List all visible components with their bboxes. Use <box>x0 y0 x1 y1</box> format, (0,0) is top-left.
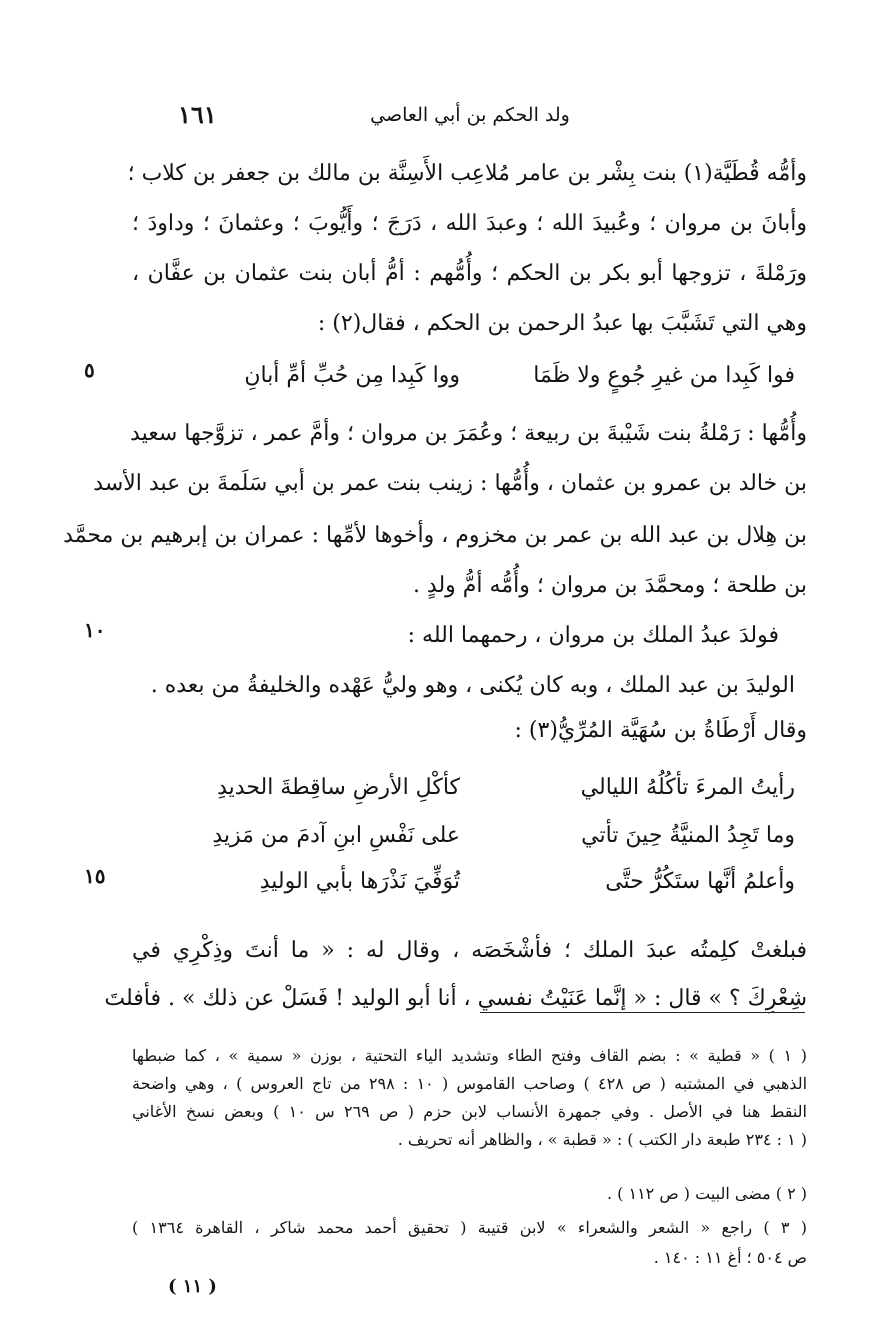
text-line: فبلغتْ كلِمتُه عبدَ الملك ؛ فأشْخَصَه ، وقال له : « ما أنتَ وذِكْرِي في <box>132 938 807 963</box>
text-line: وأبانَ بن مروان ؛ وعُبيدَ الله ؛ وعبدَ الله ، دَرَجَ ؛ وأَيُّوبَ ؛ وعثمانَ ؛ وداودَ ؛ <box>132 211 807 236</box>
text-line: بن خالد بن عمرو بن عثمان ، وأُمُّها : زينب بنت عمر بن أبي سَلَمةَ بن عبد الأسد <box>93 471 807 496</box>
page-header <box>0 100 895 136</box>
verse-hemistich-left: على نَفْسِ ابنِ آدمَ من مَزيدِ <box>212 823 460 848</box>
text-line: بن هِلال بن عبد الله بن عمر بن مخزوم ، وأخوها لأمِّها : عمران بن إبرهيم بن محمَّد <box>63 523 807 548</box>
verse-hemistich-left: كأكْلِ الأرضِ ساقِطةَ الحديدِ <box>217 775 460 800</box>
verse-hemistich-right: وما تَجِدُ المنيَّةُ حِينَ تأتي <box>581 823 795 848</box>
text-line: بن طلحة ؛ ومحمَّدَ بن مروان ؛ وأُمُّه أمُّ ولدٍ . <box>412 573 807 598</box>
verse-hemistich-left: ووا كَبِدا مِن حُبِّ أمِّ أبانِ <box>244 363 460 388</box>
line-number-margin: ١٠ <box>84 618 106 642</box>
line-number-margin: ١٥ <box>84 864 106 888</box>
text-line: وهي التي تَشَبَّبَ بها عبدُ الرحمن بن الحكم ، فقال(٢) : <box>317 311 807 336</box>
text-line: شِعْرِكَ ؟ » قال : « إنَّما عَنَيْتُ نفسي ، أنا أبو الوليد ! فَسَلْ عن ذلك » . فأفلتَ <box>104 986 807 1011</box>
verse-hemistich-right: وأعلمُ أنَّها ستَكُرُّ حتَّى <box>605 869 795 894</box>
running-title: ولد الحكم بن أبي العاصي <box>370 104 570 126</box>
footnote-line: ( ١ ) « قطية » : بضم القاف وفتح الطاء وتشديد الياء التحتية ، بوزن « سمية » ، كما ضبطها <box>132 1046 807 1065</box>
verse-hemistich-right: فوا كَبِدا من غيرِ جُوعٍ ولا ظَمَا <box>533 363 795 388</box>
footnote-line: الذهبي في المشتبه ( ص ٤٢٨ ) وصاحب القاموس ( ١٠ : ٢٩٨ من تاج العروس ) ، وهي واضحة <box>132 1074 808 1093</box>
text-line: وأُمُّها : رَمْلةُ بنت شَيْبةَ بن ربيعة ؛ وعُمَرَ بن مروان ؛ وأمَّ عمر ، تزوَّجها سعيد <box>130 421 807 446</box>
text-line: وقال أَرْطَاةُ بن سُهَيَّة المُرِّيُّ(٣) : <box>514 718 807 743</box>
footnote-line: ص ٥٠٤ ؛ أغ ١١ : ١٤٠ . <box>653 1248 807 1267</box>
signature-mark: ( ١١ ) <box>168 1276 217 1297</box>
text-line: الوليدَ بن عبد الملك ، وبه كان يُكنى ، وهو وليُّ عَهْده والخليفةُ من بعده . <box>150 673 795 698</box>
footnote-separator <box>480 1012 805 1013</box>
footnote-line: ( ٣ ) راجع « الشعر والشعراء » لابن قتيبة ( تحقيق أحمد محمد شاكر ، القاهرة ١٣٦٤ ) <box>132 1218 808 1237</box>
footnote-line: النقط هنا في الأصل . وفي جمهرة الأنساب لابن حزم ( ص ٢٦٩ س ١٠ ) وبعض نسخ الأغاني <box>132 1102 808 1121</box>
page-number: ١٦١ <box>178 100 217 129</box>
section-heading: فولدَ عبدُ الملك بن مروان ، رحمهما الله : <box>407 623 779 648</box>
text-line: وأمُّه قُطَيَّة(١) بنت بِشْر بن عامر مُلاعِب الأَسِنَّة بن مالك بن جعفر بن كلاب ؛ <box>127 161 807 186</box>
line-number-margin: ٥ <box>84 358 95 382</box>
footnote-line: ( ١ : ٢٣٤ طبعة دار الكتب ) : « قطبة » ، والظاهر أنه تحريف . <box>397 1130 807 1149</box>
text-line: ورَمْلةَ ، تزوجها أبو بكر بن الحكم ؛ وأُمُّهم : أمُّ أبان بنت عثمان بن عفَّان ، <box>132 261 807 286</box>
verse-hemistich-left: تُوَفِّيَ نَذْرَها بأبي الوليدِ <box>259 869 460 894</box>
footnote-line: ( ٢ ) مضى البيت ( ص ١١٢ ) . <box>606 1184 807 1203</box>
verse-hemistich-right: رأيتُ المرءَ تأكُلُهُ الليالي <box>580 775 795 800</box>
